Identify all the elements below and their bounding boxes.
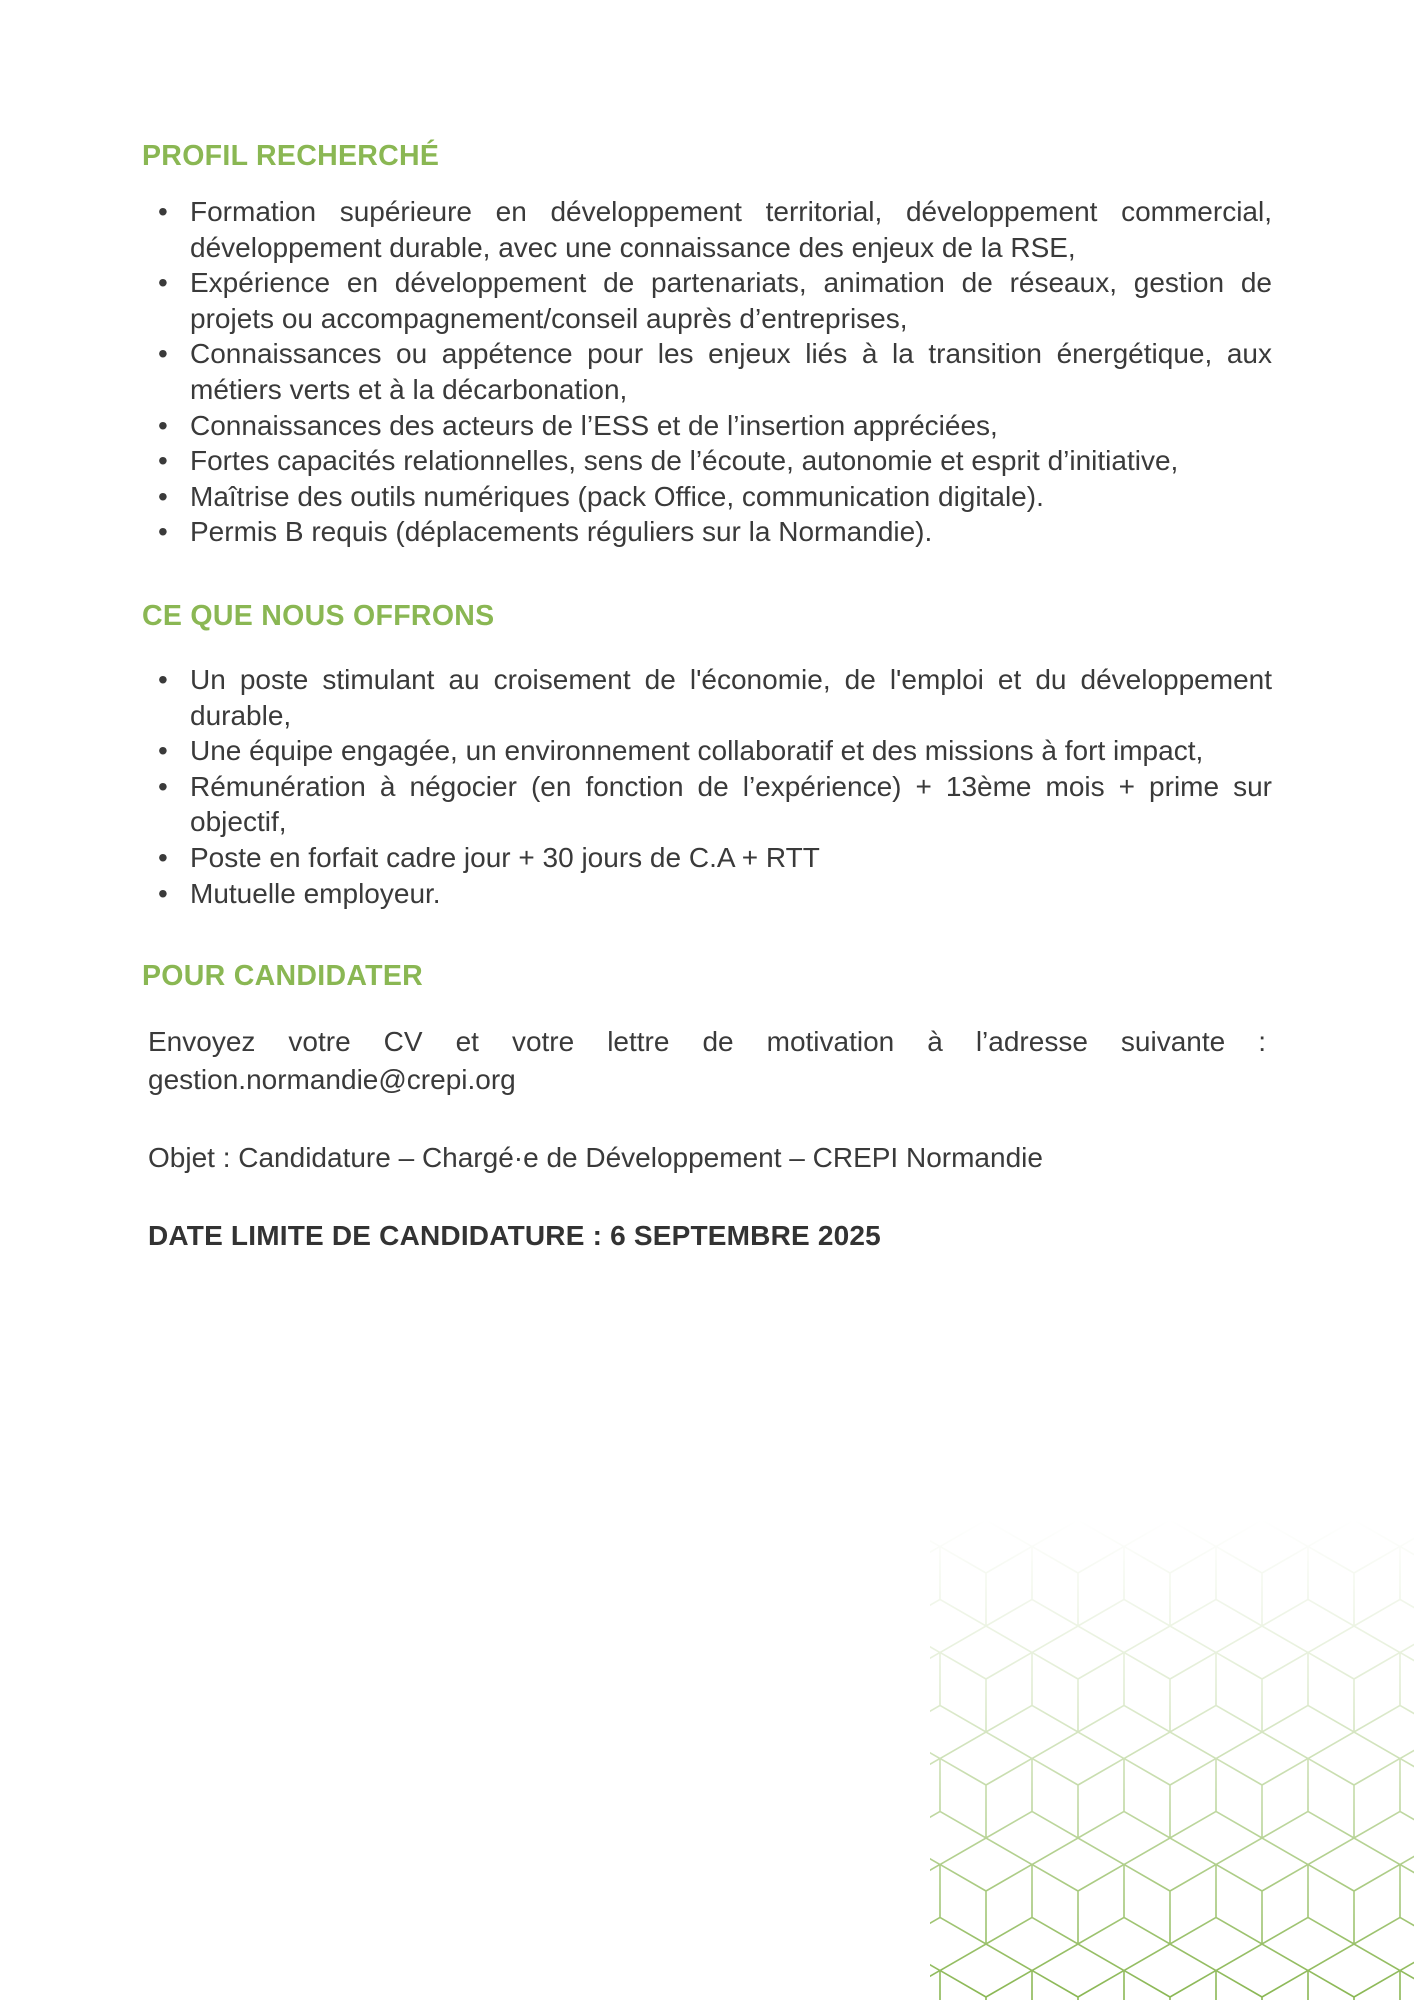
job-offer-content xyxy=(142,136,1272,1255)
apply-subject: Objet : Candidature – Chargé·e de Développement – CREPI Normandie xyxy=(148,1142,1043,1174)
list-item: • Un poste stimulant au croisement de l'économie, de l'emploi et du développement durable, xyxy=(190,662,1272,733)
section-title-offre: CE QUE NOUS OFFRONS xyxy=(142,599,495,632)
application-deadline: DATE LIMITE DE CANDIDATURE : 6 SEPTEMBRE 2025 xyxy=(148,1220,881,1252)
hexagon-pattern-decoration xyxy=(930,1520,1414,2000)
list-item: • Connaissances ou appétence pour les enjeux liés à la transition énergétique, aux métiers verts et à la décarbonation, xyxy=(190,336,1272,407)
list-item: • Une équipe engagée, un environnement collaboratif et des missions à fort impact, xyxy=(190,733,1272,769)
list-item: • Mutuelle employeur. xyxy=(190,876,1272,912)
list-item: • Connaissances des acteurs de l’ESS et de l’insertion appréciées, xyxy=(190,408,1272,444)
profil-list xyxy=(142,194,1272,550)
list-item: • Maîtrise des outils numériques (pack Office, communication digitale). xyxy=(190,479,1272,515)
list-item: • Expérience en développement de partenariats, animation de réseaux, gestion de projets ou accompagnement/conseil auprès d’entreprises, xyxy=(190,265,1272,336)
apply-instructions: Envoyez votre CV et votre lettre de motivation à l’adresse suivante : gestion.normandie@crepi.org xyxy=(148,1026,1266,1096)
section-title-candidater: POUR CANDIDATER xyxy=(142,960,424,993)
list-item: • Fortes capacités relationnelles, sens de l’écoute, autonomie et esprit d’initiative, xyxy=(190,443,1272,479)
section-title-profil: PROFIL RECHERCHÉ xyxy=(142,140,440,172)
apply-block xyxy=(142,1023,1266,1255)
list-item: • Formation supérieure en développement territorial, développement commercial, développement durable, avec une connaissance des enjeux de la RSE, xyxy=(190,194,1272,265)
list-item: • Poste en forfait cadre jour + 30 jours de C.A + RTT xyxy=(190,840,1272,876)
list-item: • Rémunération à négocier (en fonction de l’expérience) + 13ème mois + prime sur objectif, xyxy=(190,769,1272,840)
list-item: • Permis B requis (déplacements réguliers sur la Normandie). xyxy=(190,514,1272,550)
offre-list xyxy=(142,662,1272,911)
fade-overlay xyxy=(930,1520,1414,2000)
